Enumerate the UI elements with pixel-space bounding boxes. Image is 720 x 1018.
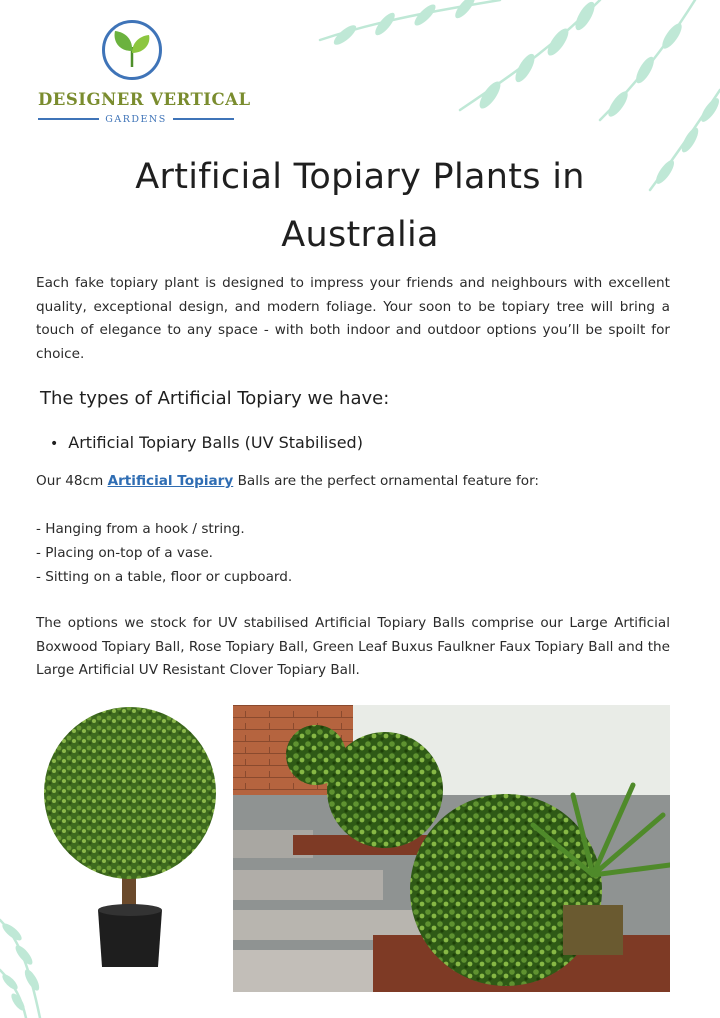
uses-list [36,517,292,589]
list-item: - Placing on-top of a vase. [36,545,213,561]
list-item: - Sitting on a table, floor or cupboard. [36,569,293,585]
page-title: Artificial Topiary Plants in Australia [135,157,585,255]
bullet-list [50,433,363,452]
logo-emblem [102,20,162,80]
leaf-sprout-icon [105,23,159,77]
intro-paragraph: Each fake topiary plant is designed to impress your friends and neighbours with excellent quality, exceptional design, and modern foliage. Your soon to be topiary tree will bring a touch of elegance to any space - with both indoor and outdoor options you’ll be spoilt for choice. [36,275,670,362]
feature-line-before: Our 48cm [36,473,108,489]
logo-subname-text: GARDENS [105,113,167,125]
options-paragraph: The options we stock for UV stabilised Artificial Topiary Balls comprise our Large Artificial Boxwood Topiary Ball, Rose Topiary Ball, Green Leaf Buxus Faulkner Faux Topiary Ball and the Large Artificial UV Resistant Clover Topiary Ball. [36,615,670,678]
logo-name: DESIGNER VERTICAL [38,90,251,109]
topiary-tree-photo [36,705,224,975]
brand-logo[interactable] [38,20,251,126]
bullet-item-topiary-balls: • Artificial Topiary Balls (UV Stabilised) [50,433,363,452]
logo-subname [38,112,234,126]
feature-line [36,470,670,494]
feature-line-after: Balls are the perfect ornamental feature for: [233,473,539,489]
section-heading: The types of Artificial Topiary we have: [40,388,390,409]
topiary-balls-scene-photo [233,705,670,992]
list-item: - Hanging from a hook / string. [36,521,245,537]
artificial-topiary-link[interactable]: Artificial Topiary [107,473,234,489]
